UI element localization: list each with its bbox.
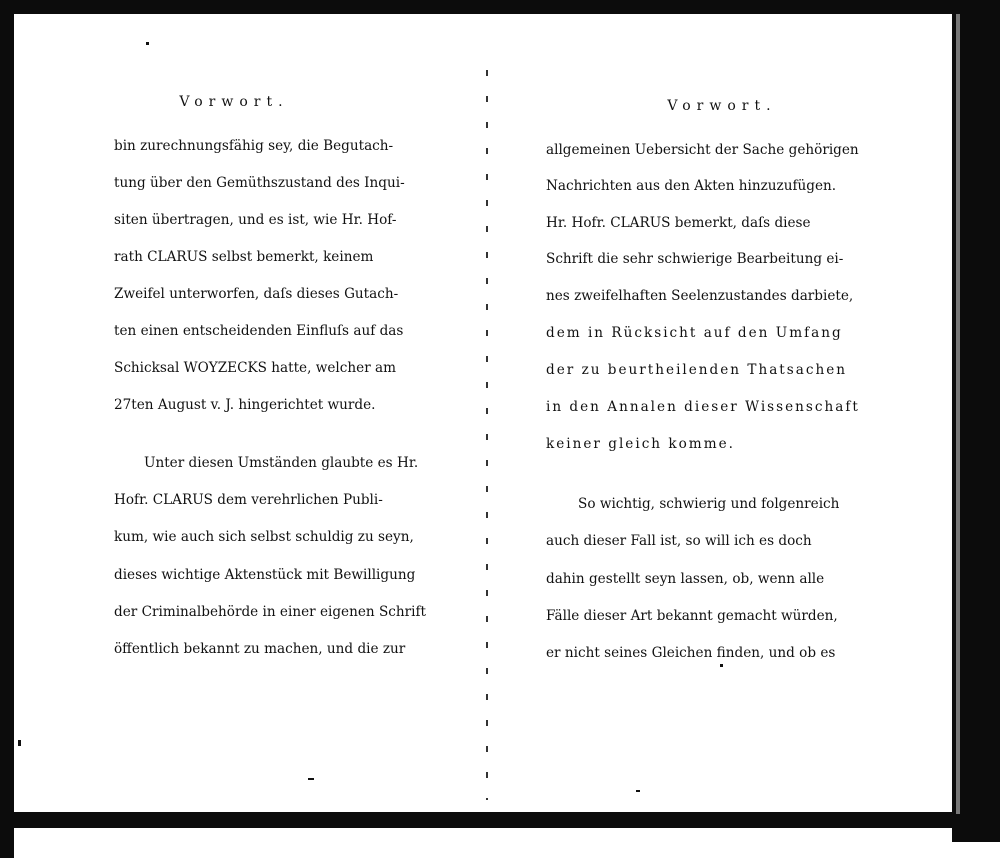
text-line: bin zurechnungsfähig sey, die Begutach- [114,138,394,154]
text-line: kum, wie auch sich selbst schuldig zu seyn, [114,529,414,545]
text-line: tung über den Gemüthszustand des Inqui- [114,175,405,191]
book-gutter [486,70,488,800]
text-line: er nicht seines Gleichen finden, und ob es [546,645,836,661]
scan-speck [146,42,149,45]
text-line: der Criminalbehörde in einer eigenen Schrift [114,604,426,620]
text-line: Unter diesen Umständen glaubte es Hr. [144,455,419,471]
text-line-emphasis: der zu beurtheilenden Thatsachen [546,362,848,378]
text-line: Schrift die sehr schwierige Bearbeitung ei- [546,251,844,267]
text-line: Hofr. CLARUS dem verehrlichen Publi- [114,492,383,508]
text-line: auch dieser Fall ist, so will ich es doch [546,533,812,549]
right-page [492,14,952,812]
scan-border-left [0,0,14,858]
left-page [14,14,484,812]
text-line: Hr. Hofr. CLARUS bemerkt, daſs diese [546,215,811,231]
scan-speck [308,778,314,780]
text-line: dieses wichtige Aktenstück mit Bewilligung [114,567,416,583]
scan-border-top [0,0,1000,14]
text-line: Schicksal WOYZECKS hatte, welcher am [114,360,397,376]
text-line: öffentlich bekannt zu machen, und die zur [114,641,406,657]
text-line-emphasis: in den Annalen dieser Wissenschaft [546,399,860,415]
scan-border-bottom [0,812,1000,828]
right-page-header: Vorwort. [667,98,777,114]
text-line: allgemeinen Uebersicht der Sache gehörigen [546,142,859,158]
text-line: dahin gestellt seyn lassen, ob, wenn alle [546,571,825,587]
scan-speck [18,740,21,746]
left-page-header: Vorwort. [179,94,289,110]
text-line-emphasis: dem in Rücksicht auf den Umfang [546,325,843,341]
text-line: Zweifel unterworfen, daſs dieses Gutach- [114,286,399,302]
scan-speck [720,664,723,667]
text-line: So wichtig, schwierig und folgenreich [578,496,840,512]
book-edge-shadow [956,14,960,814]
text-line: Fälle dieser Art bekannt gemacht würden, [546,608,838,624]
text-line: ten einen entscheidenden Einfluſs auf das [114,323,404,339]
scan-speck [636,790,640,792]
text-line: Nachrichten aus den Akten hinzuzufügen. [546,178,837,194]
text-line: nes zweifelhaften Seelenzustandes darbiete, [546,288,854,304]
text-line: 27ten August v. J. hingerichtet wurde. [114,397,376,413]
text-line: rath CLARUS selbst bemerkt, keinem [114,249,374,265]
text-line-emphasis: keiner gleich komme. [546,436,735,452]
text-line: siten übertragen, und es ist, wie Hr. Hof- [114,212,397,228]
